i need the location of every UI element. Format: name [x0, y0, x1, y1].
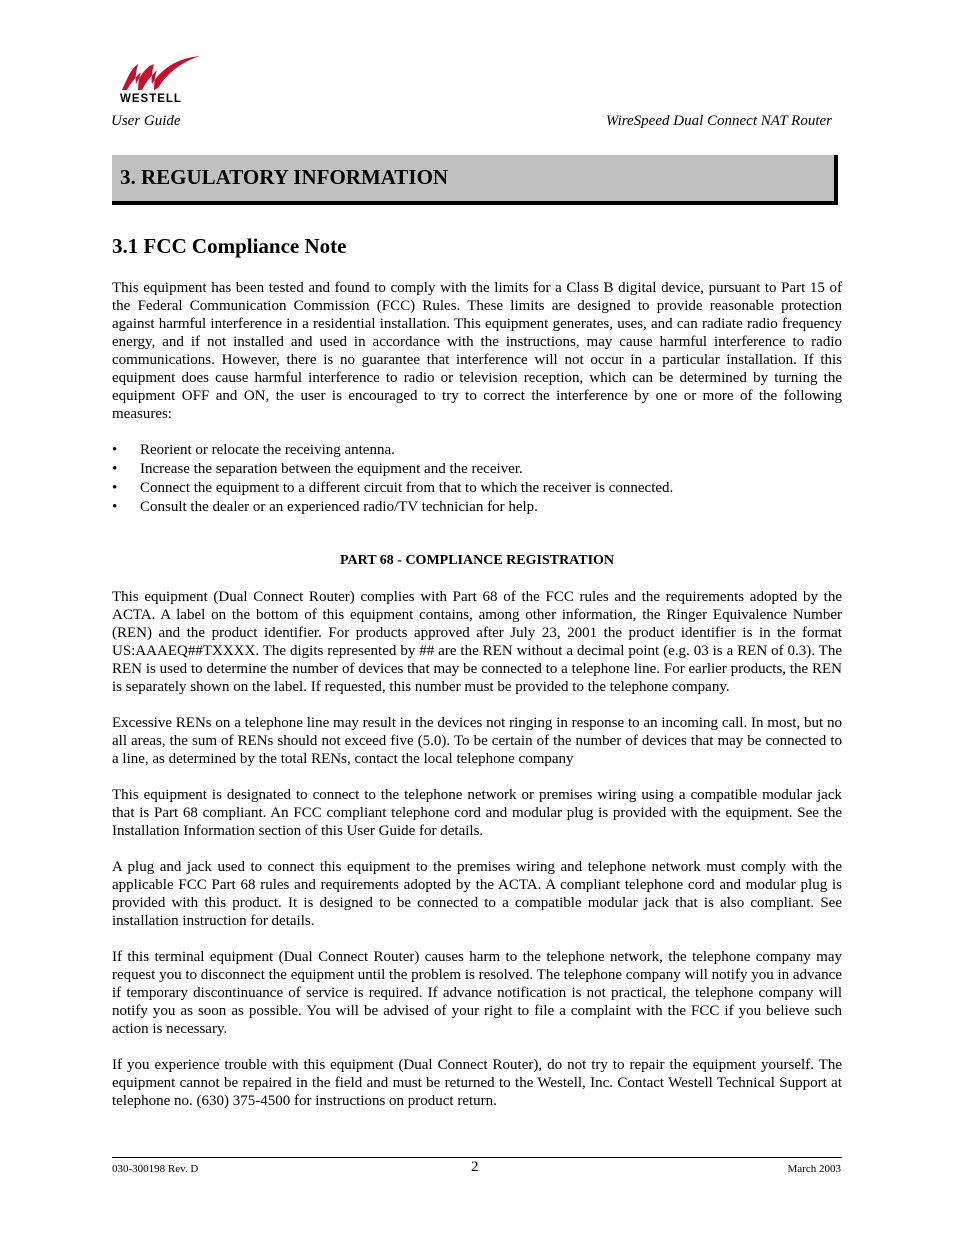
paragraph-network-harm: If this terminal equipment (Dual Connect Router) causes harm to the telephone network, the telephone company may request you to disconnect the equipment until the problem is resolved. The telephone company will notify you in advance if temporary discontinuance of service is required. If advance notification is not practical, the telephone company will notify you as soon as possible. You will be advised of your right to file a complaint with the FCC if you believe such action is necessary.	[112, 949, 842, 1037]
westell-logo-mark-icon	[118, 54, 202, 94]
chapter-title: 3. REGULATORY INFORMATION	[120, 165, 449, 189]
bullet-icon: •	[112, 499, 118, 515]
list-item: • Increase the separation between the equipment and the receiver.	[112, 461, 523, 477]
header-doc-type: User Guide	[111, 113, 181, 129]
paragraph-part68-compliance: This equipment (Dual Connect Router) complies with Part 68 of the FCC rules and the requirements adopted by the ACTA. A label on the bottom of this equipment contains, among other information, the Ringer Equivalence Number (REN) and the product identifier. For products approved after July 23, 2001 the product identifier is in the format US:AAAEQ##TXXXX. The digits represented by ## are the REN without a decimal point (e.g. 03 is a REN of 0.3). The REN is used to determine the number of devices that may be connected to a telephone line. For earlier products, the REN is separately shown on the label. If requested, this number must be provided to the telephone company.	[112, 589, 842, 695]
paragraph-fcc-intro: This equipment has been tested and found to comply with the limits for a Class B digital device, pursuant to Part 15 of the Federal Communication Commission (FCC) Rules. These limits are designed to provide reasonable protection against harmful interference in a residential installation. This equipment generates, uses, and can radiate radio frequency energy, and if not installed and used in accordance with the instructions, may cause harmful interference to radio communications. However, there is no guarantee that interference will not occur in a particular installation. If this equipment does cause harmful interference to radio or television reception, which can be determined by turning the equipment OFF and ON, the user is encouraged to try to correct the interference by one or more of the following measures:	[112, 280, 842, 422]
paragraph-plug-and-jack: A plug and jack used to connect this equipment to the premises wiring and telephone network must comply with the applicable FCC Part 68 rules and requirements adopted by the ACTA. A compliant telephone cord and modular plug is provided with this product. It is designed to be connected to a compatible modular jack that is also compliant. See installation instruction for details.	[112, 859, 842, 929]
document-body	[112, 279, 842, 1128]
bullet-icon: •	[112, 480, 118, 496]
list-item: • Consult the dealer or an experienced radio/TV technician for help.	[112, 499, 538, 515]
footer-divider	[112, 1157, 842, 1158]
part68-heading: PART 68 - COMPLIANCE REGISTRATION	[339, 553, 615, 568]
list-item: • Reorient or relocate the receiving antenna.	[112, 442, 395, 458]
bullet-icon: •	[112, 442, 118, 458]
paragraph-excessive-rens: Excessive RENs on a telephone line may result in the devices not ringing in response to an incoming call. In most, but no all areas, the sum of RENs should not exceed five (5.0). To be certain of the number of devices that may be connected to a line, as determined by the total RENs, contact the local telephone company	[112, 715, 842, 767]
westell-logo-wordmark: WESTELL	[120, 93, 182, 105]
footer-document-number: 030-300198 Rev. D	[112, 1163, 199, 1175]
westell-logo	[118, 54, 202, 106]
list-item: • Connect the equipment to a different circuit from that to which the receiver is connected.	[112, 480, 674, 496]
footer-date: March 2003	[787, 1163, 841, 1175]
paragraph-modular-jack: This equipment is designated to connect to the telephone network or premises wiring using a compatible modular jack that is Part 68 compliant. An FCC compliant telephone cord and modular plug is provided with the equipment. See the Installation Information section of this User Guide for details.	[112, 787, 842, 839]
section-title: 3.1 FCC Compliance Note	[112, 234, 347, 258]
footer-page-number: 2	[471, 1159, 479, 1175]
bullet-icon: •	[112, 461, 118, 477]
chapter-heading-bar	[112, 155, 838, 205]
measures-list	[112, 441, 842, 516]
header-product-name: WireSpeed Dual Connect NAT Router	[605, 113, 832, 129]
paragraph-trouble-support: If you experience trouble with this equipment (Dual Connect Router), do not try to repair the equipment yourself. The equipment cannot be repaired in the field and must be returned to the Westell, Inc. Contact Westell Technical Support at telephone no. (630) 375-4500 for instructions on product return.	[112, 1057, 842, 1109]
